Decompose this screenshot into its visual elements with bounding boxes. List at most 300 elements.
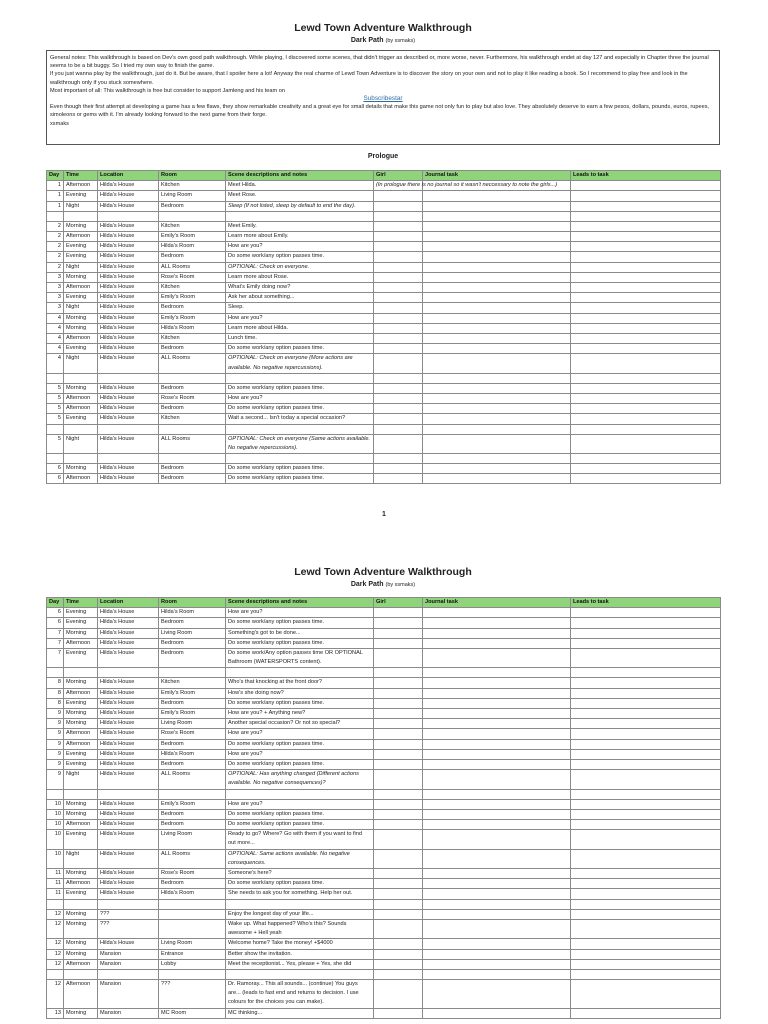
table-cell: Hilda's House (98, 709, 159, 719)
table-row (47, 820, 721, 830)
spacer-row (47, 789, 721, 799)
table-cell (571, 729, 721, 739)
table-cell: How are you? (226, 749, 374, 759)
table-cell: 12 (47, 939, 64, 949)
table-cell: 10 (47, 799, 64, 809)
table-header-row (47, 598, 721, 608)
table-cell (423, 474, 571, 484)
table-cell: Morning (64, 383, 98, 393)
table-cell (571, 414, 721, 424)
table-cell (423, 608, 571, 618)
table-cell: Hilda's House (98, 404, 159, 414)
table-cell: 12 (47, 979, 64, 1008)
column-header: Journal task (423, 598, 571, 608)
table-cell: How are you? (226, 242, 374, 252)
spacer-row (47, 424, 721, 434)
table-cell (374, 242, 423, 252)
table-cell: Do some work/any option passes time. (226, 404, 374, 414)
table-cell: Hilda's House (98, 272, 159, 282)
table-cell: 2 (47, 262, 64, 272)
table-row (47, 354, 721, 373)
table-cell: Morning (64, 869, 98, 879)
table-cell: Evening (64, 698, 98, 708)
notes-paragraph: If you just wanna play by the walkthrough, just do it. But be aware, that I spoiler here a lot! Anyway the real charme of Lewd Town Adventure is to discover the story on your own and not to play it like reading a book. So I recommend to play free and look in the walkthrough only if you stuck somewhere. (50, 71, 688, 86)
table-cell: Evening (64, 618, 98, 628)
table-cell: ??? (159, 979, 226, 1008)
author-credit: (by xsmaks) (385, 38, 416, 44)
table-cell (423, 272, 571, 282)
column-header: Scene descriptions and notes (226, 171, 374, 181)
table-cell: 11 (47, 869, 64, 879)
table-cell (423, 638, 571, 648)
empty-cell (159, 211, 226, 221)
table-cell (423, 698, 571, 708)
empty-cell (64, 373, 98, 383)
page-2 (46, 566, 720, 1019)
table-cell (423, 334, 571, 344)
table-cell (423, 909, 571, 919)
table-cell: 4 (47, 354, 64, 373)
empty-cell (571, 969, 721, 979)
table-cell: Learn more about Hilda. (226, 323, 374, 333)
notes-paragraph: General notes: This walkthrough is based on Dev's own good path walkthrough. While playing, I discovered some scenes, that didn't trigger as described or, more worse, never. Furthermore, his walkthrough endet at day 127 and especially in Chapter three the journal seems to be a bit buggy. So I tried my own way to finish the game. (50, 55, 709, 70)
subtitle-text: Dark Path (350, 581, 384, 588)
table-cell (423, 889, 571, 899)
column-header: Scene descriptions and notes (226, 598, 374, 608)
table-cell: ALL Rooms (159, 262, 226, 272)
empty-cell (423, 454, 571, 464)
table-cell: ??? (98, 909, 159, 919)
table-cell: Wake up. What happened? Who's this? Sounds awesome + Hell yeah (226, 919, 374, 938)
table-cell: Rose's Room (159, 869, 226, 879)
table-cell: Morning (64, 1008, 98, 1018)
table-cell (423, 709, 571, 719)
table-cell: Hilda's Room (159, 749, 226, 759)
table-cell: Morning (64, 919, 98, 938)
table-cell: Living Room (159, 191, 226, 201)
table-cell: 9 (47, 729, 64, 739)
table-cell: Hilda's House (98, 181, 159, 191)
table-cell (571, 770, 721, 789)
table-row (47, 678, 721, 688)
table-cell: Kitchen (159, 414, 226, 424)
empty-cell (423, 211, 571, 221)
table-row (47, 191, 721, 201)
empty-cell (159, 373, 226, 383)
table-cell (374, 303, 423, 313)
table-cell: Who's that knocking at the front door? (226, 678, 374, 688)
empty-cell (226, 969, 374, 979)
table-cell (374, 729, 423, 739)
table-cell (571, 1008, 721, 1018)
table-cell: 9 (47, 719, 64, 729)
table-cell (423, 242, 571, 252)
table-cell (571, 283, 721, 293)
table-cell: Hilda's House (98, 303, 159, 313)
table-cell (571, 638, 721, 648)
table-cell (423, 719, 571, 729)
table-cell: Hilda's House (98, 628, 159, 638)
table-cell (571, 323, 721, 333)
table-cell: 3 (47, 293, 64, 303)
column-header: Location (98, 598, 159, 608)
empty-cell (98, 454, 159, 464)
table-cell (571, 608, 721, 618)
table-cell (374, 232, 423, 242)
table-cell: Hilda's House (98, 221, 159, 231)
table-cell: Hilda's House (98, 809, 159, 819)
table-row (47, 799, 721, 809)
table-cell: Afternoon (64, 404, 98, 414)
table-cell (423, 949, 571, 959)
table-cell: Dr. Ramoray... This all sounds... (continue) You guys are... (leads to fast end and returns to decision. I use colours for the choices you can make). (226, 979, 374, 1008)
table-cell: Emily's Room (159, 688, 226, 698)
column-header: Day (47, 171, 64, 181)
table-cell (571, 889, 721, 899)
empty-cell (571, 454, 721, 464)
table-cell: Afternoon (64, 688, 98, 698)
table-cell (423, 849, 571, 868)
table-cell: Hilda's House (98, 719, 159, 729)
table-cell: Afternoon (64, 638, 98, 648)
table-cell: Hilda's House (98, 201, 159, 211)
table-cell (423, 232, 571, 242)
table-cell (423, 760, 571, 770)
empty-cell (47, 969, 64, 979)
table-cell: 2 (47, 252, 64, 262)
empty-cell (571, 424, 721, 434)
table-row (47, 869, 721, 879)
table-cell (374, 678, 423, 688)
table-cell (374, 344, 423, 354)
table-row (47, 919, 721, 938)
column-header: Leads to task (571, 171, 721, 181)
empty-cell (374, 211, 423, 221)
table-cell: Mansion (98, 1008, 159, 1018)
table-cell (423, 293, 571, 303)
empty-cell (47, 211, 64, 221)
subscribestar-link-row (50, 95, 716, 103)
table-cell: Morning (64, 799, 98, 809)
table-cell (571, 354, 721, 373)
table-cell: Hilda's House (98, 879, 159, 889)
table-cell: Do some work/any option passes time. (226, 739, 374, 749)
table-row (47, 293, 721, 303)
table-cell (374, 354, 423, 373)
table-cell (571, 181, 721, 191)
table-cell: Do some work/any option passes time. (226, 638, 374, 648)
table-cell (374, 760, 423, 770)
table-cell: What's Emily doing now? (226, 283, 374, 293)
table-cell: Hilda's House (98, 414, 159, 424)
table-cell (374, 939, 423, 949)
table-cell (374, 719, 423, 729)
table-cell: Bedroom (159, 649, 226, 668)
table-cell (374, 739, 423, 749)
table-row (47, 979, 721, 1008)
empty-cell (374, 668, 423, 678)
table-cell (571, 221, 721, 231)
table-cell (571, 830, 721, 849)
table-cell: Morning (64, 464, 98, 474)
table-cell (423, 869, 571, 879)
notes-signature: xsmaks (50, 120, 69, 127)
table-cell: Hilda's House (98, 191, 159, 201)
table-cell: Ask her about something... (226, 293, 374, 303)
table-cell (571, 849, 721, 868)
table-cell: Rose's Room (159, 729, 226, 739)
table-cell: Do some work/any option passes time. (226, 464, 374, 474)
table-cell (571, 344, 721, 354)
table-cell (159, 909, 226, 919)
table-cell (571, 649, 721, 668)
table-cell (423, 1008, 571, 1018)
table-cell: Bedroom (159, 383, 226, 393)
table-cell: Morning (64, 939, 98, 949)
table-row (47, 313, 721, 323)
table-cell: Enjoy the longest day of your life... (226, 909, 374, 919)
empty-cell (64, 668, 98, 678)
table-cell (374, 889, 423, 899)
empty-cell (374, 454, 423, 464)
table-cell: Living Room (159, 628, 226, 638)
table-cell: Another special occasion? Or not so special? (226, 719, 374, 729)
empty-cell (159, 424, 226, 434)
table-cell: Bedroom (159, 252, 226, 262)
table-cell: 8 (47, 678, 64, 688)
table-cell: Emily's Room (159, 799, 226, 809)
column-header: Leads to task (571, 598, 721, 608)
table-cell (423, 464, 571, 474)
table-cell (374, 272, 423, 282)
table-cell: Hilda's House (98, 889, 159, 899)
table-cell: Hilda's House (98, 394, 159, 404)
page-1 (46, 22, 720, 484)
table-row (47, 221, 721, 231)
table-cell: 1 (47, 181, 64, 191)
table-cell (374, 252, 423, 262)
table-cell (374, 809, 423, 819)
table-cell: How's she doing now? (226, 688, 374, 698)
table-cell: How are you? (226, 394, 374, 404)
table-cell: Afternoon (64, 729, 98, 739)
table-row (47, 283, 721, 293)
table-cell (374, 201, 423, 211)
table-cell: Something's got to be done... (226, 628, 374, 638)
table-cell: Hilda's House (98, 638, 159, 648)
table-cell: Wait a second... Isn't today a special occasion? (226, 414, 374, 424)
table-cell: Hilda's House (98, 434, 159, 453)
table-cell: 11 (47, 889, 64, 899)
table-cell: Bedroom (159, 809, 226, 819)
table-cell (571, 739, 721, 749)
table-cell (423, 434, 571, 453)
table-cell: Morning (64, 678, 98, 688)
empty-cell (47, 899, 64, 909)
table-cell (374, 313, 423, 323)
table-row (47, 608, 721, 618)
empty-cell (159, 789, 226, 799)
column-header: Day (47, 598, 64, 608)
table-cell: ALL Rooms (159, 434, 226, 453)
table-cell: Bedroom (159, 698, 226, 708)
table-cell (571, 394, 721, 404)
spacer-row (47, 969, 721, 979)
table-cell: Do some work/any option passes time. (226, 252, 374, 262)
walkthrough-table-page-2 (46, 597, 721, 1019)
table-row (47, 201, 721, 211)
table-cell: Hilda's House (98, 688, 159, 698)
table-cell: 11 (47, 879, 64, 889)
table-cell (423, 354, 571, 373)
table-cell (571, 709, 721, 719)
table-cell (571, 272, 721, 282)
table-cell: 13 (47, 1008, 64, 1018)
table-cell (571, 242, 721, 252)
table-cell (423, 252, 571, 262)
table-row (47, 909, 721, 919)
table-cell: Hilda's House (98, 799, 159, 809)
table-cell: 9 (47, 760, 64, 770)
table-cell: 7 (47, 638, 64, 648)
table-cell: Morning (64, 909, 98, 919)
table-row (47, 262, 721, 272)
table-cell: Hilda's House (98, 252, 159, 262)
table-row (47, 618, 721, 628)
column-header: Time (64, 598, 98, 608)
table-cell: Bedroom (159, 739, 226, 749)
table-cell: Kitchen (159, 334, 226, 344)
table-cell (423, 323, 571, 333)
empty-cell (226, 211, 374, 221)
table-cell (374, 1008, 423, 1018)
table-cell: Morning (64, 628, 98, 638)
empty-cell (374, 899, 423, 909)
spacer-row (47, 454, 721, 464)
table-cell (374, 849, 423, 868)
table-cell (423, 919, 571, 938)
table-cell: Evening (64, 293, 98, 303)
table-cell: Rose's Room (159, 394, 226, 404)
table-cell (423, 939, 571, 949)
table-cell (374, 464, 423, 474)
table-cell (423, 628, 571, 638)
table-cell (423, 959, 571, 969)
table-cell (423, 678, 571, 688)
notes-paragraph: Even though their first attempt at developing a game has a few flaws, they show remarkable creativity and a great eye for small details that make this game not only fun to play but also love. They absolutely deserve to earn a few pesos, dollars, pounds, euros, rupees, simoleons or gems with it. I'm already looking forward to the next game from their forge. (50, 104, 710, 119)
table-cell (571, 232, 721, 242)
table-cell: Evening (64, 608, 98, 618)
table-cell: Hilda's House (98, 618, 159, 628)
table-cell: Hilda's House (98, 739, 159, 749)
table-cell: Bedroom (159, 474, 226, 484)
table-cell: ALL Rooms (159, 770, 226, 789)
table-cell: 6 (47, 608, 64, 618)
table-cell: Night (64, 770, 98, 789)
table-cell (374, 474, 423, 484)
table-cell (374, 949, 423, 959)
table-cell (571, 678, 721, 688)
section-heading-prologue: Prologue (367, 153, 399, 160)
table-cell (423, 191, 571, 201)
table-cell: Hilda's House (98, 830, 159, 849)
table-cell: Afternoon (64, 879, 98, 889)
table-row (47, 709, 721, 719)
table-cell: Living Room (159, 939, 226, 949)
table-cell (423, 729, 571, 739)
table-cell: Afternoon (64, 474, 98, 484)
table-cell (571, 698, 721, 708)
table-cell: Kitchen (159, 678, 226, 688)
table-cell: Emily's Room (159, 293, 226, 303)
table-cell: Emily's Room (159, 313, 226, 323)
table-cell: Mansion (98, 979, 159, 1008)
table-cell (423, 739, 571, 749)
table-cell (571, 799, 721, 809)
table-cell: 10 (47, 820, 64, 830)
empty-cell (98, 899, 159, 909)
table-cell: 3 (47, 283, 64, 293)
table-cell: Hilda's House (98, 820, 159, 830)
table-cell: Hilda's House (98, 313, 159, 323)
table-cell: 5 (47, 434, 64, 453)
table-row (47, 949, 721, 959)
table-cell: Hilda's House (98, 262, 159, 272)
table-row (47, 303, 721, 313)
table-cell: Morning (64, 272, 98, 282)
empty-cell (98, 789, 159, 799)
empty-cell (423, 424, 571, 434)
table-cell (374, 770, 423, 789)
table-cell (571, 464, 721, 474)
table-cell: Do some work/Any option passes time OR OPTIONAL Bathroom (WATERSPORTS content). (226, 649, 374, 668)
table-cell: Do some work/any option passes time. (226, 820, 374, 830)
table-cell (423, 809, 571, 819)
author-credit: (by xsmaks) (385, 582, 416, 588)
table-cell: Afternoon (64, 739, 98, 749)
table-cell: Kitchen (159, 181, 226, 191)
table-cell (159, 919, 226, 938)
table-cell (374, 283, 423, 293)
table-cell: Hilda's House (98, 770, 159, 789)
table-cell (571, 293, 721, 303)
table-cell: Hilda's House (98, 464, 159, 474)
table-cell (423, 221, 571, 231)
document-subtitle (46, 37, 720, 44)
subscribestar-link[interactable]: Subscribestar (363, 95, 403, 103)
table-cell (423, 770, 571, 789)
table-cell: 3 (47, 303, 64, 313)
table-cell (571, 474, 721, 484)
table-cell (571, 939, 721, 949)
empty-cell (374, 969, 423, 979)
table-cell: Evening (64, 414, 98, 424)
table-cell (374, 688, 423, 698)
table-cell: 7 (47, 649, 64, 668)
empty-cell (64, 211, 98, 221)
table-cell: Hilda's House (98, 749, 159, 759)
table-cell: Bedroom (159, 201, 226, 211)
table-cell: Night (64, 303, 98, 313)
table-cell: How are you? (226, 729, 374, 739)
general-notes-box (46, 50, 720, 145)
table-cell: Someone's here? (226, 869, 374, 879)
table-cell (423, 879, 571, 889)
table-cell: 9 (47, 770, 64, 789)
empty-cell (374, 789, 423, 799)
table-cell: Morning (64, 809, 98, 819)
table-cell (423, 414, 571, 424)
